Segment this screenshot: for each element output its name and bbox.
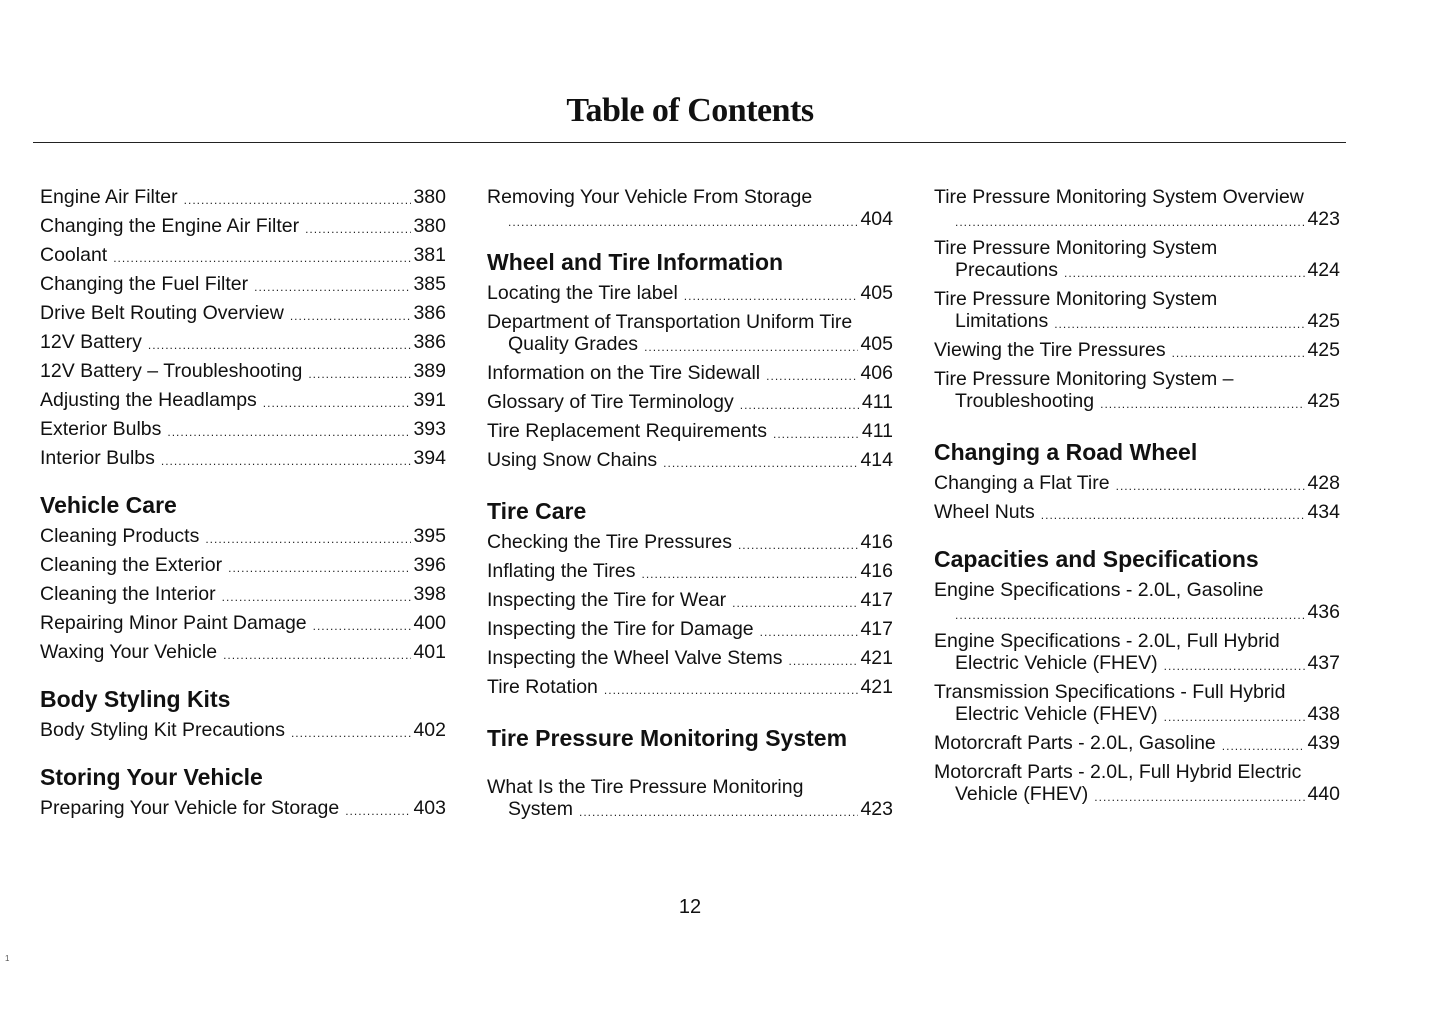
page-ref: 421	[860, 647, 893, 669]
page-ref: 414	[860, 449, 893, 471]
page-number: 12	[678, 896, 702, 918]
toc-entry-engine-specs-fhev[interactable]: Engine Specifications - 2.0L, Full Hybrid Electric Vehicle (FHEV) ..... 437	[934, 630, 1340, 674]
page-ref: 423	[1307, 208, 1340, 230]
dot-leader	[773, 426, 860, 442]
page-ref: 400	[413, 612, 446, 634]
toc-entry-12v-battery-troubleshooting[interactable]: 12V Battery – Troubleshooting ..... 389	[40, 360, 446, 382]
toc-entry-tpms-overview[interactable]: Tire Pressure Monitoring System Overview ..... 423	[934, 186, 1340, 230]
dot-leader	[305, 221, 411, 237]
dot-leader	[738, 537, 859, 553]
toc-entry-cleaning-products[interactable]: Cleaning Products ..... 395	[40, 525, 446, 547]
toc-entry-adjusting-headlamps[interactable]: Adjusting the Headlamps ..... 391	[40, 389, 446, 411]
page-ref: 437	[1307, 652, 1340, 674]
dot-leader	[1100, 396, 1305, 412]
toc-entry-inflating-tires[interactable]: Inflating the Tires ..... 416	[487, 560, 893, 582]
toc-entry-viewing-pressures[interactable]: Viewing the Tire Pressures ..... 425	[934, 339, 1340, 361]
title-divider	[33, 142, 1346, 143]
toc-entry-tire-sidewall[interactable]: Information on the Tire Sidewall ..... 406	[487, 362, 893, 384]
toc-entry-valve-stems[interactable]: Inspecting the Wheel Valve Stems ..... 421	[487, 647, 893, 669]
toc-column-2	[487, 186, 893, 827]
dot-leader	[1054, 316, 1305, 332]
page-ref: 428	[1307, 472, 1340, 494]
dot-leader	[263, 395, 412, 411]
dot-leader	[148, 337, 412, 353]
toc-entry-preparing-storage[interactable]: Preparing Your Vehicle for Storage ..... 403	[40, 797, 446, 819]
page-ref: 406	[860, 362, 893, 384]
toc-entry-repairing-paint-damage[interactable]: Repairing Minor Paint Damage ..... 400	[40, 612, 446, 634]
dot-leader	[760, 624, 859, 640]
page-ref: 439	[1307, 732, 1340, 754]
page-ref: 424	[1307, 259, 1340, 281]
dot-leader	[161, 453, 412, 469]
section-heading-wheel-tire-info[interactable]: Wheel and Tire Information	[487, 249, 784, 275]
page-ref: 389	[413, 360, 446, 382]
page-ref: 403	[413, 797, 446, 819]
dot-leader	[313, 618, 412, 634]
corner-mark: 1	[5, 954, 10, 963]
section-heading-changing-road-wheel[interactable]: Changing a Road Wheel	[934, 439, 1198, 465]
toc-entry-tire-glossary[interactable]: Glossary of Tire Terminology ..... 411	[487, 391, 893, 413]
page-ref: 440	[1307, 783, 1340, 805]
toc-entry-changing-fuel-filter[interactable]: Changing the Fuel Filter ..... 385	[40, 273, 446, 295]
dot-leader	[1172, 345, 1306, 361]
page-ref: 423	[860, 798, 893, 820]
dot-leader	[1164, 658, 1306, 674]
toc-entry-cleaning-exterior[interactable]: Cleaning the Exterior ..... 396	[40, 554, 446, 576]
page-ref: 438	[1307, 703, 1340, 725]
dot-leader	[766, 368, 858, 384]
section-heading-body-styling-kits[interactable]: Body Styling Kits	[40, 686, 231, 712]
dot-leader	[345, 803, 411, 819]
toc-entry-engine-air-filter[interactable]: Engine Air Filter ..... 380	[40, 186, 446, 208]
dot-leader	[1164, 709, 1306, 725]
dot-leader	[740, 397, 860, 413]
dot-leader	[291, 725, 411, 741]
page-ref: 425	[1307, 310, 1340, 332]
dot-leader	[684, 288, 859, 304]
page-ref: 405	[860, 282, 893, 304]
page-ref: 398	[413, 583, 446, 605]
toc-entry-dot-quality-grades[interactable]: Department of Transportation Uniform Tire Quality Grades ..... 405	[487, 311, 893, 355]
toc-entry-inspecting-damage[interactable]: Inspecting the Tire for Damage ..... 417	[487, 618, 893, 640]
page-ref: 416	[860, 531, 893, 553]
page-ref: 402	[413, 719, 446, 741]
section-heading-capacities-specs[interactable]: Capacities and Specifications	[934, 546, 1259, 572]
dot-leader	[223, 647, 411, 663]
dot-leader	[732, 595, 858, 611]
page-ref: 386	[413, 331, 446, 353]
dot-leader	[644, 339, 858, 355]
page-ref: 380	[413, 186, 446, 208]
page-ref: 421	[860, 676, 893, 698]
toc-entry-tire-replacement[interactable]: Tire Replacement Requirements ..... 411	[487, 420, 893, 442]
dot-leader	[167, 424, 411, 440]
dot-leader	[1222, 738, 1306, 754]
toc-entry-waxing-vehicle[interactable]: Waxing Your Vehicle ..... 401	[40, 641, 446, 663]
page-ref: 404	[860, 208, 893, 230]
toc-entry-wheel-nuts[interactable]: Wheel Nuts ..... 434	[934, 501, 1340, 523]
page-ref: 434	[1307, 501, 1340, 523]
dot-leader	[1116, 478, 1306, 494]
dot-leader	[663, 455, 858, 471]
section-heading-tpms[interactable]: Tire Pressure Monitoring System	[487, 725, 848, 751]
toc-entry-tire-rotation[interactable]: Tire Rotation ..... 421	[487, 676, 893, 698]
page-ref: 391	[413, 389, 446, 411]
toc-entry-tpms-precautions[interactable]: Tire Pressure Monitoring System Precautions ..... 424	[934, 237, 1340, 281]
dot-leader	[290, 308, 412, 324]
dot-leader	[1064, 265, 1305, 281]
dot-leader	[254, 279, 411, 295]
toc-column-1	[40, 186, 446, 826]
toc-entry-cleaning-interior[interactable]: Cleaning the Interior ..... 398	[40, 583, 446, 605]
toc-entry-body-styling-precautions[interactable]: Body Styling Kit Precautions ..... 402	[40, 719, 446, 741]
section-heading-vehicle-care[interactable]: Vehicle Care	[40, 492, 177, 518]
page-ref: 417	[860, 589, 893, 611]
page-ref: 385	[413, 273, 446, 295]
dot-leader	[955, 607, 1305, 623]
page-ref: 401	[413, 641, 446, 663]
page-ref: 405	[860, 333, 893, 355]
section-heading-tire-care[interactable]: Tire Care	[487, 498, 587, 524]
page-ref: 416	[860, 560, 893, 582]
dot-leader	[642, 566, 859, 582]
page-title: Table of Contents	[566, 92, 814, 129]
toc-column-3	[934, 186, 1340, 812]
page-ref: 425	[1307, 339, 1340, 361]
toc-entry-removing-storage[interactable]: Removing Your Vehicle From Storage ..... 404	[487, 186, 893, 230]
page-ref: 381	[413, 244, 446, 266]
dot-leader	[1041, 507, 1306, 523]
page-ref: 411	[861, 420, 893, 442]
dot-leader	[228, 560, 411, 576]
toc-entry-changing-flat-tire[interactable]: Changing a Flat Tire ..... 428	[934, 472, 1340, 494]
toc-entry-inspecting-wear[interactable]: Inspecting the Tire for Wear ..... 417	[487, 589, 893, 611]
page-ref: 436	[1307, 601, 1340, 623]
dot-leader	[789, 653, 859, 669]
toc-entry-locating-tire-label[interactable]: Locating the Tire label ..... 405	[487, 282, 893, 304]
page-ref: 396	[413, 554, 446, 576]
dot-leader	[955, 214, 1305, 230]
page-ref: 380	[413, 215, 446, 237]
toc-entry-checking-pressures[interactable]: Checking the Tire Pressures ..... 416	[487, 531, 893, 553]
dot-leader	[205, 531, 411, 547]
dot-leader	[1094, 789, 1305, 805]
toc-entry-snow-chains[interactable]: Using Snow Chains ..... 414	[487, 449, 893, 471]
page-ref: 386	[413, 302, 446, 324]
page-ref: 395	[413, 525, 446, 547]
toc-entry-engine-specs-gasoline[interactable]: Engine Specifications - 2.0L, Gasoline ..... 436	[934, 579, 1340, 623]
dot-leader	[308, 366, 411, 382]
page-ref: 425	[1307, 390, 1340, 412]
toc-entry-interior-bulbs[interactable]: Interior Bulbs ..... 394	[40, 447, 446, 469]
section-heading-storing-vehicle[interactable]: Storing Your Vehicle	[40, 764, 263, 790]
toc-entry-tpms-troubleshooting[interactable]: Tire Pressure Monitoring System – Troubleshooting ..... 425	[934, 368, 1340, 412]
toc-entry-what-is-tpms[interactable]: What Is the Tire Pressure Monitoring System ..... 423	[487, 776, 893, 820]
dot-leader	[222, 589, 412, 605]
toc-entry-drive-belt-routing[interactable]: Drive Belt Routing Overview ..... 386	[40, 302, 446, 324]
toc-entry-motorcraft-fhev[interactable]: Motorcraft Parts - 2.0L, Full Hybrid Electric Vehicle (FHEV) ..... 440	[934, 761, 1340, 805]
toc-entry-motorcraft-gasoline[interactable]: Motorcraft Parts - 2.0L, Gasoline ..... 439	[934, 732, 1340, 754]
dot-leader	[508, 214, 858, 230]
toc-entry-coolant[interactable]: Coolant ..... 381	[40, 244, 446, 266]
page-ref: 411	[861, 391, 893, 413]
page-ref: 394	[413, 447, 446, 469]
page-ref: 417	[860, 618, 893, 640]
dot-leader	[113, 250, 411, 266]
page-ref: 393	[413, 418, 446, 440]
dot-leader	[604, 682, 859, 698]
toc-entry-12v-battery[interactable]: 12V Battery ..... 386	[40, 331, 446, 353]
toc-entry-tpms-limitations[interactable]: Tire Pressure Monitoring System Limitations ..... 425	[934, 288, 1340, 332]
toc-entry-changing-engine-air-filter[interactable]: Changing the Engine Air Filter ..... 380	[40, 215, 446, 237]
toc-entry-transmission-specs-fhev[interactable]: Transmission Specifications - Full Hybrid Electric Vehicle (FHEV) ..... 438	[934, 681, 1340, 725]
dot-leader	[184, 192, 412, 208]
toc-entry-exterior-bulbs[interactable]: Exterior Bulbs ..... 393	[40, 418, 446, 440]
dot-leader	[579, 804, 858, 820]
